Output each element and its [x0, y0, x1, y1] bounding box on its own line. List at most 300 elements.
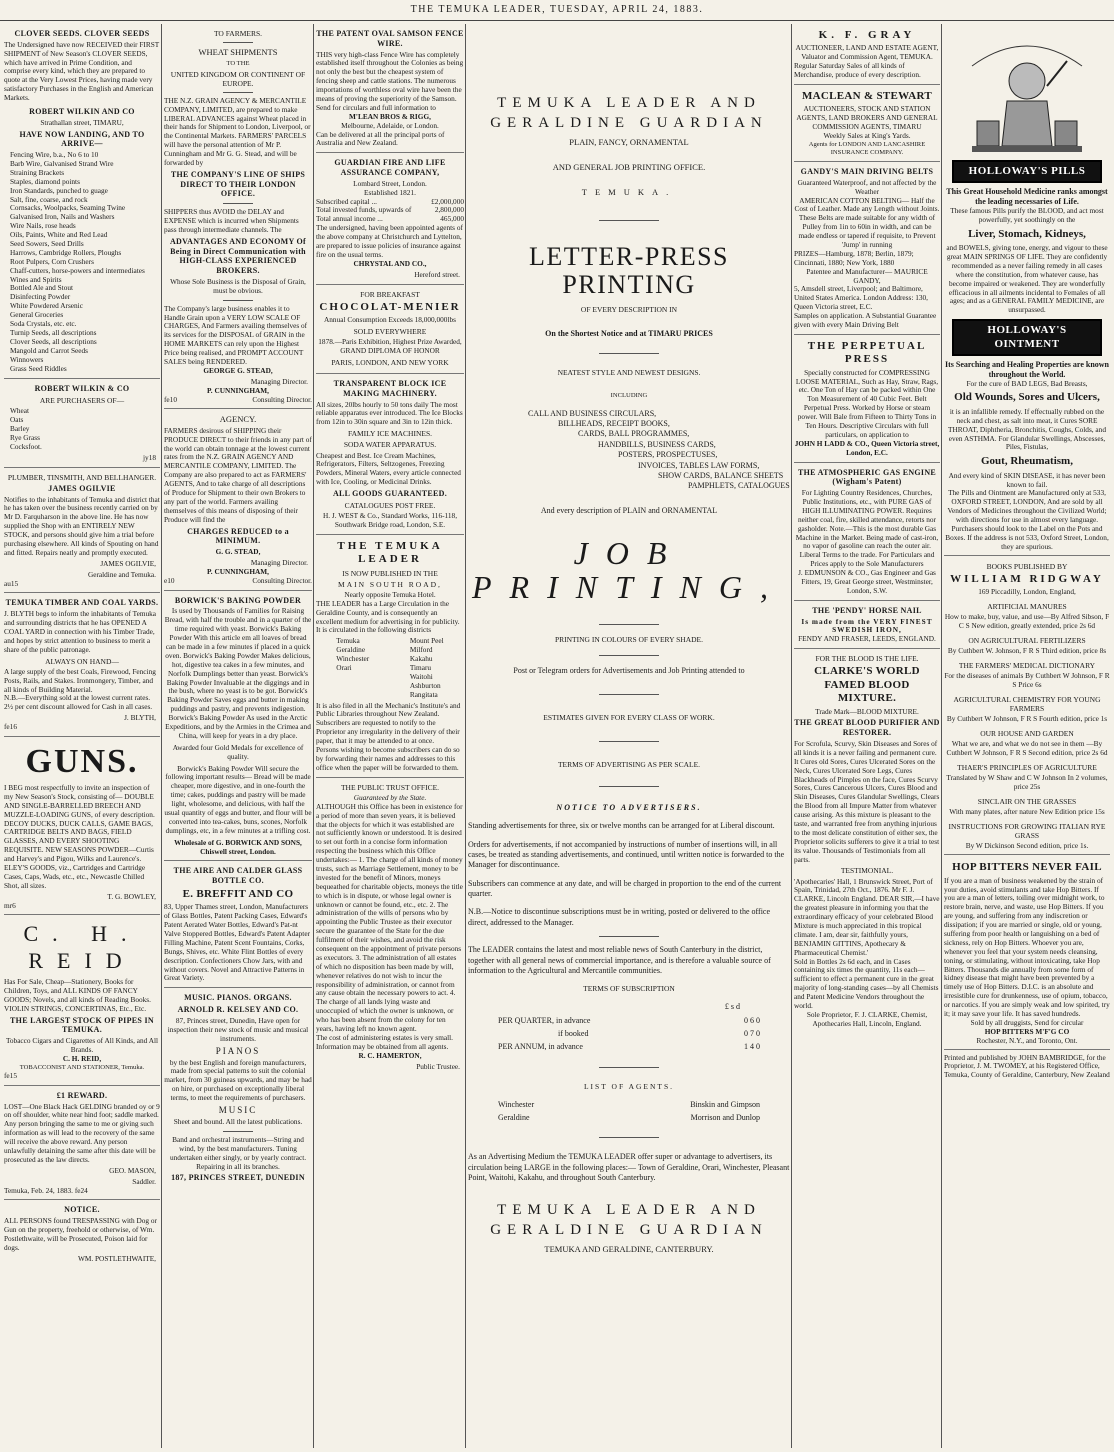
- neatest: NEATEST STYLE AND NEWEST DESIGNS.: [557, 368, 701, 378]
- wheat-to: TO THE: [226, 59, 250, 67]
- pills-tagline: This Great Household Medicine ranks amongst the leading necessaries of Life.: [946, 187, 1108, 207]
- list-item: Rangitata: [409, 689, 438, 699]
- holloway-pills-banner: HOLLOWAY'S PILLS: [952, 160, 1102, 183]
- borwick-body-2: Borwick's Baking Powder Will secure the following important results— Bread will be made cheaper, more digestive, and in one-fourth the time; cakes, puddings and pastry will be made light, wholesome, and delicious, with half the usual quantity of eggs and butter, and flour will be converted into tea-cakes, buns, scones, Norfolk dumplings, etc, in a few minutes at a trifling cost.: [164, 763, 312, 835]
- maclean-body: AUCTIONEERS, STOCK AND STATION AGENTS, LAND BROKERS AND GENERAL COMMISSION AGENTS, TIMARU: [796, 104, 938, 132]
- list-item: CARDS, BALL PROGRAMMES,: [578, 429, 690, 439]
- guardian-est: Established 1821.: [364, 187, 416, 197]
- ad-code: mr6: [4, 900, 16, 910]
- list-item: Oils, Paints, White and Red Lead: [10, 230, 108, 240]
- pills-body: and BOWELS, giving tone, energy, and vigour to these great MAIN SPRINGS OF LIFE. They are confidently recommended as a never failing remedy in all cases where the constitution, from whatever cause, has become impaired or weakened. They are wonderfully efficacious in all ailments incidental to Females of all ages; and as a GENERAL FAMILY MEDICINE, are unsurpassed.: [946, 243, 1108, 315]
- list-item: Timaru: [409, 663, 432, 672]
- table-row: [498, 1016, 760, 1026]
- estimates: ESTIMATES GIVEN FOR EVERY CLASS OF WORK.: [543, 713, 715, 723]
- reid-heading: C. H. REID: [23, 921, 141, 974]
- list-item: Bottled Ale and Stout: [10, 283, 74, 293]
- reward-date-text: Temuka, Feb. 24, 1883.: [4, 1185, 74, 1195]
- list-item: Temuka: [336, 636, 360, 646]
- clarke-sold: Sold in Bottles 2s 6d each, and in Cases containing six times the quantity, 11s each—sufficient to effect a permanent cure in the great majority of long-standing cases—by all Chemists and Patent Medicine Vendors throughout the world.: [794, 956, 939, 1011]
- row-value: Binskin and Gimpson: [690, 1099, 760, 1109]
- divider: [599, 655, 659, 656]
- paris-cities: PARIS, LONDON, AND NEW YORK: [331, 357, 449, 367]
- ice-body: All sizes, 20lbs hourly to 50 tons daily The most reliable apparatus ever introduced. The Ice Blocks from 12in to 30in square and 3in to 12in thick.: [316, 399, 463, 427]
- hop-head: HOP BITTERS NEVER FAIL: [952, 861, 1102, 874]
- ogilvie-body: Notifies to the inhabitants of Temuka and district that he has taken over the business recently carried on by Mr D. Farquharson in the above line. He has now supplied the Shop with an ENTIRELY NEW STOCK, and persons should give him a trial before purchasing elsewhere. All kinds of Spouting on hand and fitted. Repairs neatly and promptly executed.: [4, 494, 160, 557]
- trust-sub: Guaranteed by the State.: [353, 792, 427, 802]
- music-head: MUSIC. PIANOS. ORGANS.: [184, 993, 292, 1003]
- ointment-body: it is an infallible remedy. If effectually rubbed on the neck and chest, as salt into meat, it Cures SORE THROAT, Diphtheria, Bronchitis, Coughs, Colds, and even ASTHMA. For Glandular Swellings, Abscesses, Piles, Fistulas,: [948, 406, 1106, 452]
- menier-ad: [316, 285, 464, 375]
- blood-mixture-ad: [794, 649, 940, 1033]
- notice-title: NOTICE TO ADVERTISERS.: [556, 802, 702, 812]
- grain-body: THE N.Z. GRAIN AGENCY & MERCANTILE COMPANY, LIMITED, are prepared to make LIBERAL ADVANCES against Wheat placed in their hands for Shipment to London, Liverpool, or the Continental Markets. FARMERS' PARCELS will have the personal attention of Mr P. Cunningham and Mr G. G. Stead, and will be forwarded by: [164, 95, 311, 168]
- divider: [599, 220, 659, 221]
- guardian-sig2: Hereford street.: [414, 269, 460, 279]
- table-row: [498, 1029, 760, 1039]
- agency-ad: [164, 409, 312, 590]
- reid-sig2: TOBACCONIST AND STATIONER, Temuka.: [19, 1063, 145, 1071]
- row-label: PER QUARTER, in advance: [498, 1015, 591, 1025]
- leader-text: The LEADER contains the latest and most reliable news of South Canterbury in the district, together with all general news of commercial importance, and is therefore a valuable source of information to the Agricultural and Mercantile communities.: [468, 945, 771, 976]
- engine-body: For Lighting Country Residences, Churches, Public Institutions, etc., with PURE GAS of HIGH ILLUMINATING POWER. Requires neither coal, fire, skilled attendance, retorts nor gasholder. Note.—This is the most durable Gas Machine in the Market. Being made of cast-iron, no vapor of gasoline can reach the outer air. Liberal Terms to the trade. For Particulars and Prices apply to the Sole Manufacturers: [795, 488, 939, 569]
- gandy-prizes: PRIZES—Hamburg, 1878; Berlin, 1879; Cincinnati, 1880; New York, 1880: [794, 248, 914, 267]
- gas-engine-ad: [794, 463, 940, 601]
- gray-sales: Regular Saturday Sales of all kinds of Merchandise, produce of every description.: [794, 61, 921, 80]
- blyth-hand: ALWAYS ON HAND—: [45, 656, 119, 666]
- gandy-cotton: AMERICAN COTTON BELTING— Half the Cost of Leather. Made any Length without Joints.: [794, 195, 940, 214]
- list-item: Iron Standards, punched to guage: [10, 185, 108, 195]
- advantages: ADVANTAGES AND ECONOMY Of Being in Direct Communication with HIGH-CLASS EXPERIENCED BROKERS.: [169, 236, 307, 276]
- nail-head: THE 'PENDY' HORSE NAIL: [812, 605, 922, 615]
- cunningham-sig-2: P. CUNNINGHAM,: [207, 566, 269, 576]
- column-rule: [313, 24, 314, 1448]
- list-item: White Powdered Arsenic: [10, 301, 83, 311]
- ointment-skin: And every kind of SKIN DISEASE, it has never been known to fail.: [948, 470, 1106, 489]
- list-item: Wheat: [10, 406, 30, 416]
- agents-title: LIST OF AGENTS.: [583, 1081, 675, 1091]
- wilkin-addr: Strathallan street, TIMARU,: [40, 117, 124, 127]
- guns-sig: T. G. BOWLEY,: [107, 891, 156, 901]
- list-item: Clover Seeds, all descriptions: [10, 336, 97, 346]
- mechanics: It is also filed in all the Mechanic's Institute's and Public Libraries throughout New Zealand.: [316, 700, 461, 719]
- testimonial: 'Apothecaries' Hall, 1 Brunswick Street, Port of Spain, Trinidad, 27th Oct., 1876. Mr F. J. CLARKE, Lincoln England. DEAR SIR,—I have the greatest pleasure in informing you that the extraordinary efficacy of your celebrated Blood Mixture is much appreciated in this tropical climate. I am, dear sir, faithfully yours, BENJAMIN GITTINS, Apothecary & Pharmaceutical Chemist.': [794, 876, 940, 957]
- row-label: PER ANNUM, in advance: [498, 1042, 583, 1052]
- book-desc: How to make, buy, value, and use—By Alfred Sibson, F C S New edition, greatly extended, price 2s 6d: [944, 612, 1110, 631]
- list-item: Ashburton: [409, 680, 441, 690]
- clarke-name: CLARKE'S WORLD FAMED BLOOD MIXTURE.: [814, 665, 920, 705]
- list-item: Wire Nails, rose heads: [10, 221, 76, 231]
- samson-body: THIS very high-class Fence Wire has completely established itself throughout the Colonies as being not only the best but the cheapest system of fencing sheep and cattle stations. The numerous importations of worthless oval wire have been the means of proving the superiority of the Samson. Send for circulars and full information to: [316, 49, 464, 112]
- office-sub: PLAIN, FANCY, ORNAMENTAL: [569, 137, 689, 147]
- blyth-body: J. BLYTH begs to inform the inhabitants of Temuka and surrounding districts that he has OPENED A COAL YARD in connection with his Timber Trade, and hopes by strict attention to business to merit a share of the public patronage.: [4, 609, 157, 654]
- perpetual-body: Specially constructed for COMPRESSING LOOSE MATERIAL, Such as Hay, Straw, Rags, etc. One Ton of Hay can be packed within One Ton Measurement of 40 Cubic Feet. Belt Perpetual Press. Worked by Horse or steam power. Will Bale from Fifteen to Thirty Tons in Ten Hours. Descriptive Circulars with full particulars, on application to: [795, 367, 939, 439]
- wilkin2-items: [10, 407, 160, 451]
- list-item: Chaff-cutters, horse-powers and intermediates: [10, 265, 145, 275]
- office-sub-2: AND GENERAL JOB PRINTING OFFICE.: [552, 162, 706, 173]
- list-item: Harrows, Cambridge Rollers, Ploughs: [10, 247, 122, 257]
- reid-tobacco: Tobacco Cigars and Cigarettes of All Kinds, and All Brands.: [5, 1036, 159, 1055]
- subscription-header: £ s d: [724, 1002, 740, 1012]
- hop-sig: HOP BITTERS M'F'G CO: [984, 1026, 1070, 1036]
- row-value: 2,800,000: [434, 205, 464, 215]
- borwick-medals: Awarded four Gold Medals for excellence of quality.: [172, 742, 304, 761]
- terms: TERMS OF ADVERTISING AS PER SCALE.: [557, 760, 701, 769]
- book-title: THE FARMERS' MEDICAL DICTIONARY: [958, 661, 1096, 671]
- farmers-heading: TO FARMERS.: [213, 29, 263, 38]
- wilkin-head: HAVE NOW LANDING, AND TO ARRIVE—: [19, 129, 145, 149]
- trust-body: ALTHOUGH this Office has been in existence for a period of more than seven years, it is believed that the objects for which it was established are not sufficiently known or understood. It is desired to set out forth in a concise form information respecting the business which this Office undertakes:— 1. The charge of all kinds of money trusts, such as Marriage Settlement, money to be invested for the benefit of Minors, moneys bequeathed for charitable objects, moneys the title to which is in dispute, or whose legal owner is unknown or cannot be found, etc., etc. 2. The administration of the wills of persons who by appointing the Public Trustee as their executor secure the guarantee of the State for the due fulfilment of their wishes, and avoid the risk consequent on the appointment of private persons as executors. 3. The administration of all estates of which no disposition has been made by will, whenever relatives do not wish to incur the responsibility of administration, or cannot from any cause obtain the necessary powers to act. 4. The charge of all lands lying waste and unoccupied of which the owner is unknown, or who has been absent from the colony for ten years, having left no known agent.: [316, 801, 463, 1033]
- books-head: BOOKS PUBLISHED BY: [986, 561, 1068, 571]
- book-title: OUR HOUSE AND GARDEN: [980, 729, 1074, 739]
- notice-2: Orders for advertisements, if not accompanied by instructions of number of insertions will, in all cases, be treated as standing advertisements, and continued, until written notice is forwarded to the Manager for discontinuance.: [468, 839, 785, 870]
- colours: PRINTING IN COLOURS OF EVERY SHADE.: [554, 635, 704, 645]
- hop-addr: Rochester, N.Y., and Toronto, Ont.: [944, 1037, 1110, 1050]
- guns-heading: GUNS.: [25, 743, 139, 780]
- guardian-head: GUARDIAN FIRE AND LIFE ASSURANCE COMPANY,: [334, 158, 446, 178]
- guns-ad: [4, 737, 160, 915]
- pills-organs: Liver, Stomach, Kidneys,: [968, 227, 1086, 240]
- ointment-gout: Gout, Rheumatism,: [981, 455, 1073, 468]
- ointment-purchasers: Purchasers should look to the Label on the Pots and Boxes. If the address is not 533, Oxford Street, London, they are spurious.: [944, 525, 1110, 556]
- samson-wire-ad: [316, 24, 464, 153]
- post-orders: Post or Telegram orders for Advertisements and Job Printing attended to: [513, 665, 745, 675]
- cunningham-role: Consulting Director.: [252, 394, 312, 404]
- perpetual-press-ad: [794, 335, 940, 463]
- list-item: Winchester: [336, 654, 370, 664]
- wilkin2-head: ARE PURCHASERS OF—: [39, 396, 125, 406]
- list-item: Barb Wire, Galvanised Strand Wire: [10, 159, 114, 169]
- notice-head: NOTICE.: [64, 1205, 100, 1215]
- company-text: The Company's large business enables it to Handle Grain upon a VERY LOW SCALE OF CHARGES, And Farmers availing themselves of its services for the DISPOSAL of GRAIN in the HOME MARKETS can rely upon the Highest Price being realised, and PROMPT ACCOUNT SALES being RENDERED.: [164, 303, 308, 366]
- reward-sig: GEO. MASON,: [109, 1165, 156, 1175]
- every-plain: And every description of PLAIN and ORNAMENTAL: [540, 505, 718, 515]
- gandy-patentee: Patentee and Manufacturer— MAURICE GANDY,: [806, 266, 928, 285]
- ointment-wounds: Old Wounds, Sores and Ulcers,: [954, 391, 1100, 404]
- book-title: INSTRUCTIONS FOR GROWING ITALIAN RYE GRASS: [948, 822, 1106, 841]
- gray-body: AUCTIONEER, LAND AND ESTATE AGENT, Valuator and Commission Agent, TEMUKA.: [795, 43, 939, 62]
- book-desc: Translated by W Shaw and C W Johnson In 2 volumes, price 25s: [946, 773, 1108, 792]
- holloway-emblem-icon: [952, 26, 1102, 156]
- guaranteed: ALL GOODS GUARANTEED.: [332, 489, 448, 499]
- shortest-notice: On the Shortest Notice and at TIMARU PRICES: [545, 328, 713, 338]
- guardian-table: [316, 198, 464, 225]
- list-item: Waitohi: [409, 671, 433, 681]
- agency-heading: AGENCY.: [219, 414, 257, 425]
- pianos-heading: PIANOS: [215, 1045, 261, 1056]
- clarke-trademark: Trade Mark—BLOOD MIXTURE.: [815, 706, 919, 716]
- nail-sig: FENDY AND FRASER, LEEDS, ENGLAND.: [798, 634, 936, 644]
- ad-code: fe24: [74, 1185, 88, 1195]
- music-body: Sheet and bound. All the latest publications.: [173, 1116, 303, 1126]
- towns-right: [410, 637, 444, 699]
- stead-sig-2: G. G. STEAD,: [215, 547, 261, 557]
- list-item: Milford: [409, 645, 433, 655]
- list-item: Barley: [10, 424, 30, 434]
- row-label: Winchester: [498, 1099, 535, 1109]
- perpetual-head: THE PERPETUAL PRESS: [807, 339, 927, 366]
- book-desc: For the diseases of animals By Cuthbert W Johnson, F R S Price 6s: [944, 671, 1110, 690]
- column-3: [316, 24, 464, 1448]
- persons: Persons wishing to become subscribers can do so by forwarding their names and addresses to this office when the paper will be forwarded to them.: [316, 745, 460, 772]
- wheat-dest: UNITED KINGDOM OR CONTINENT OF EUROPE.: [170, 69, 306, 88]
- ridgway-addr: 169 Piccadilly, London, England,: [978, 587, 1076, 597]
- ointment-made: The Pills and Ointment are Manufactured only at 533, OXFORD STREET, LONDON, And are sold by all Vendors of Medicines throughout the Civilized World; with directions for use in almost every language.: [947, 488, 1107, 525]
- sold-everywhere: SOLD EVERYWHERE: [353, 327, 427, 337]
- maclean-sales: Weekly Sales at King's Yards.: [823, 131, 911, 141]
- grain-line: THE COMPANY'S LINE OF SHIPS DIRECT TO THEIR LONDON OFFICE.: [170, 169, 306, 199]
- row-value: Morrison and Dunlop: [690, 1112, 760, 1122]
- row-value: 0 6 0: [744, 1015, 760, 1025]
- ad-code: jy18: [143, 452, 156, 462]
- gandy-ad: [794, 162, 940, 335]
- column-1: [4, 24, 160, 1448]
- trust-cost: The cost of administering estates is very small. Information may be obtained from all agents.: [316, 1032, 453, 1051]
- wheat-heading: WHEAT SHIPMENTS: [198, 47, 278, 58]
- notice-4: N.B.—Notice to discontinue subscriptions must be in writing, posted or delivered to the office direct, addressed to the Manager.: [468, 907, 771, 927]
- cunningham-row: [164, 396, 312, 405]
- cunningham-sig: P. CUNNINGHAM,: [207, 385, 269, 395]
- wilkin2-name: ROBERT WILKIN & CO: [34, 384, 130, 394]
- clarke-body: For Scrofula, Scurvy, Skin Diseases and Sores of all kinds it is a never failing and permanent cure. It Cures old Sores, Cures Ulcerated Sores on the Neck, Cures Ulcerated Sore Legs, Cures Blackheads of Pimples on the face, Cures Scurvy Sores, Cures Cancerous Ulcers, Cures Blood and Skin Diseases, Cures Glandular Swellings, Clears the Blood from all Impure Matter from whatever cause arising. As this mixture is pleasant to the taste, and warranted free from anything injurious to the most delicate constitution of either sex, the Proprietor solicits sufferers to give it a trial to test its value. Thousands of Testimonials from all parts.: [794, 738, 940, 864]
- ad-code: fe10: [164, 394, 177, 404]
- reid-sig: C. H. REID,: [62, 1053, 102, 1063]
- list-item: Cornsacks, Woolpacks, Seaming Twine: [10, 203, 126, 213]
- ridgway-name: WILLIAM RIDGWAY: [950, 572, 1104, 585]
- glass-bottle-ad: [164, 861, 312, 988]
- grain-agency-ad: [164, 24, 312, 409]
- divider: [599, 353, 659, 354]
- ointment-tagline: Its Searching and Healing Properties are known throughout the World.: [944, 360, 1109, 379]
- notice-3: Subscribers can commence at any date, and will be charged in proportion to the end of the current quarter.: [468, 878, 782, 899]
- divider: [223, 92, 253, 93]
- reward-sig2: Saddler.: [132, 1176, 156, 1186]
- row-value: £2,000,000: [431, 196, 464, 206]
- ogilvie-head: PLUMBER, TINSMITH, AND BELLHANGER.: [7, 472, 157, 482]
- book-desc: By Cuthbert W. Johnson, F R S Third edition, price 8s: [947, 646, 1107, 656]
- list-item: Mangold and Carrot Seeds: [10, 345, 89, 355]
- reward-body: LOST—One Black Hack GELDING branded oy or 9 on off shoulder, white near hind foot; saddle marked. Any person bringing the same to me or giving such information as will lead to the recovery of the same will receive the above reward. Any person unlawfully detaining the same after this date will be prosecuted as the law directs.: [4, 1101, 160, 1164]
- column-4: [468, 24, 790, 1448]
- list-item: Wines and Spirits: [10, 274, 62, 284]
- borwick-ad: [164, 591, 312, 862]
- row-label: Total annual income ...: [316, 214, 383, 224]
- list-item: Geraldine: [336, 645, 366, 655]
- reward-ad: [4, 1086, 160, 1201]
- subscribers: Subscribers are requested to notify to the Proprietor any irregularity in the delivery of their paper, that it may be attended to at once.: [316, 718, 460, 746]
- book-desc: What we are, and what we do not see in them —By Cuthbert W Johnson, F R S Second edition, price 2s 6d: [946, 739, 1108, 758]
- clover-seeds-ad: [4, 24, 160, 379]
- menier-consumption: Annual Consumption Exceeds 18,000,000lbs: [324, 315, 456, 325]
- list-item: Orari: [336, 663, 352, 672]
- medium-text: As an Advertising Medium the TEMUKA LEADER offer super or advantage to advertisers, its circulation being LARGE in the following places:— Town of Geraldine, Orari, Winchester, Pleasant Point, Waitohi, Kakahu, and throughout South Canterbury.: [468, 1152, 790, 1183]
- circulation: It is circulated in the following districts: [316, 625, 432, 635]
- trust-sig2: Public Trustee.: [416, 1061, 460, 1071]
- table-row: [498, 1042, 760, 1052]
- printing-items: [528, 409, 790, 492]
- list-item: Seed Sowers, Seed Drills: [10, 239, 84, 249]
- divider: [599, 741, 659, 742]
- clarke-sig: Sole Proprietor, F. J. CLARKE, Chemist, Apothecaries Hall, Lincoln, England.: [806, 1009, 928, 1028]
- leader-opp: Nearly opposite Temuka Hotel.: [344, 589, 436, 599]
- row-value: 1 4 0: [744, 1042, 760, 1052]
- printing-office-heading: TEMUKA LEADER AND GERALDINE GUARDIAN: [490, 95, 768, 131]
- music-heading-2: MUSIC: [218, 1104, 258, 1115]
- row-value: 0 7 0: [744, 1028, 760, 1038]
- list-item: Oats: [10, 415, 24, 425]
- column-6: [944, 24, 1110, 1448]
- clarke-purifier: THE GREAT BLOOD PURIFIER AND RESTORER.: [794, 718, 940, 738]
- divider: [599, 786, 659, 787]
- office-place: TEMUKA.: [581, 187, 677, 198]
- guardian-ad: [316, 153, 464, 284]
- column-rule: [465, 24, 466, 1448]
- book-desc: By Cuthbert W Johnson, F R S Fourth edition, price 1s: [946, 714, 1108, 724]
- stead-role: Managing Director.: [250, 376, 308, 386]
- letterpress-heading: LETTER-PRESS PRINTING: [528, 242, 729, 300]
- list-item: Fencing Wire, b.a., No 6 to 10: [10, 150, 99, 160]
- guardian-addr: Lombard Street, London.: [353, 178, 427, 188]
- notice-body: ALL PERSONS found TRESPASSING with Dog or Gun on the property, freehold or otherwise, of Wm. Postlethwaite, will be Prosecuted, Poison laid for dogs.: [4, 1216, 157, 1252]
- clover-title: CLOVER SEEDS. CLOVER SEEDS: [14, 29, 150, 38]
- towns-left: [336, 637, 369, 699]
- catalogues: CATALOGUES POST FREE.: [344, 500, 436, 510]
- imprint: Printed and published by JOHN BAMBRIDGE, for the Proprietor, J. M. TWOMEY, at his Registered Office, Temuka, County of Geraldine, Canterbury, New Zealand: [944, 1052, 1110, 1080]
- borwick-title: BORWICK'S BAKING POWDER: [174, 595, 302, 605]
- samson-note: Can be delivered at all the principal ports of Australia and New Zealand.: [316, 129, 445, 148]
- blyth-head: TEMUKA TIMBER AND COAL YARDS.: [5, 598, 159, 608]
- engine-head: THE ATMOSPHERIC GAS ENGINE (Wigham's Patent): [797, 467, 937, 487]
- gandy-samples: Samples on application. A Substantial Guarantee given with every Main Driving Belt: [794, 311, 937, 329]
- blood-head: FOR THE BLOOD IS THE LIFE.: [815, 654, 919, 664]
- book-desc: By W Dickinson Second edition, price 1s.: [944, 842, 1110, 855]
- blyth-nb: N.B.—Everything sold at the lowest current rates. 2½ per cent discount allowed for Cash in all cases.: [4, 693, 153, 712]
- kelsey-body: 87, Princes street, Dunedin, Have open for inspection their new stock of music and musical instruments.: [167, 1015, 309, 1043]
- nail-body: Is made from the VERY FINEST SWEDISH IRON,: [801, 616, 933, 635]
- column-rule: [941, 24, 942, 1448]
- cunningham-row-2: [164, 577, 312, 586]
- stead-sig: GEORGE G. STEAD,: [203, 365, 273, 375]
- gray-ad: [794, 24, 940, 85]
- agency-body: FARMERS desirous of SHIPPING their PRODUCE DIRECT to their friends in any part of the world can obtain tonnage at the lowest current rates from the N.Z. GRAIN AGENCY AND MERCANTILE COMPANY, LIMITED. The Company are also prepared to act as FARMERS' AGENTS, And to take charge of all descriptions of Produce for Shipment to their own Brokers to any part of the world. Farmers availing themselves of this means of disposing of their Produce will find the: [164, 425, 312, 524]
- list-item: Disinfecting Powder: [10, 292, 71, 302]
- kelsey-name: ARNOLD R. KELSEY AND CO.: [177, 1005, 299, 1015]
- list-item: Straining Brackets: [10, 167, 65, 177]
- book-desc: With many plates, after nature New Edition price 15s: [949, 807, 1105, 817]
- ad-code: au15: [4, 578, 19, 588]
- book-title: ARTIFICIAL MANURES: [987, 602, 1067, 612]
- reid-body: Has For Sale, Cheap—Stationery, Books for Children, Toys, and ALL KINDS OF FANCY GOODS; Novels, and all kinds of Reading Books. VIOLIN STRINGS, CONCERTINAS, Etc., Etc.: [4, 977, 151, 1013]
- gandy-body: Guaranteed Waterproof, and not affected by the Weather: [797, 177, 937, 196]
- hop-body: If you are a man of business weakened by the strain of your duties, avoid stimulants and take Hop Bitters. If you are a man of letters, toiling over midnight work, to restore brain, nerve, and waste, use Hop Bitters. If you are young, and suffering from any indiscretion or dissipation; if you are married or single, old or young, suffering from poor health or languishing on a bed of sickness, rely on Hop Bitters. Whoever you are, whenever you feel that your system needs cleansing, toning, or stimulating, without intoxicating, take Hop Bitters. Thousands die annually from some form of kidney disease that might have been prevented by a timely use of Hop Bitters. D.I.C. is an absolute and irresistible cure for drunkenness, use of opium, tobacco, or narcotics. If you are simply weak and low spirited, try it; it may save your life. It has saved hundreds.: [944, 875, 1110, 1018]
- reward-head: £1 REWARD.: [56, 1090, 108, 1100]
- aire-head: THE AIRE AND CALDER GLASS BOTTLE CO.: [173, 866, 303, 886]
- leader-head: THE TEMUKA LEADER: [337, 539, 443, 566]
- paris-award: 1878.—Paris Exhibition, Highest Prize Awarded, GRAND DIPLOMA OF HONOR: [318, 337, 462, 356]
- row-value: 465,000: [440, 214, 464, 224]
- west-addr: H. J. WEST & Co., Standard Works, 116-118, Southwark Bridge road, London, S.E.: [322, 511, 458, 529]
- clover-body: The Undersigned have now RECEIVED their FIRST SHIPMENT of New Season's CLOVER SEEDS, which have arrived in Prime Condition, and comprise every kind, which they are prepared to quote at the Very Lowest Prices, having made very satisfactory Purchases in the English and American Markets.: [4, 39, 160, 103]
- wilkin-name: ROBERT WILKIN AND CO: [29, 106, 135, 116]
- family-ice: FAMILY ICE MACHINES.: [347, 429, 433, 439]
- notice-1: Standing advertisements for three, six or twelve months can be arranged for at Liberal discount.: [468, 821, 775, 831]
- samson-addr: Melbourne, Adelaide, or London.: [341, 120, 439, 130]
- wilkin-items: [10, 151, 160, 373]
- shippers-text: SHIPPERS thus AVOID the DELAY and EXPENSE which is incurred when Shipments pass through intermediate channels. The: [164, 207, 299, 234]
- divider: [223, 42, 253, 43]
- row-label: if booked: [558, 1028, 589, 1038]
- public-trust-ad: [316, 778, 464, 1076]
- trust-sig: R. C. HAMERTON,: [358, 1050, 422, 1060]
- book-title: AGRICULTURAL CHEMISTRY FOR YOUNG FARMERS: [953, 695, 1101, 714]
- job-printing-heading: JOB PRINTING,: [472, 535, 786, 606]
- list-item: BILLHEADS, RECEIPT BOOKS,: [558, 418, 670, 428]
- book-title: THAER'S PRINCIPLES OF AGRICULTURE: [957, 763, 1097, 773]
- gray-name: K. F. GRAY: [818, 29, 916, 41]
- ogilvie-name: JAMES OGILVIE: [48, 483, 116, 493]
- guardian-sig: CHRYSTAL AND CO.,: [353, 258, 427, 268]
- samson-sig: M'LEAN BROS & RIGG,: [349, 111, 431, 121]
- menier-name: CHOCOLAT-MENIER: [319, 300, 461, 313]
- ice-machine-ad: [316, 374, 464, 535]
- charges: CHARGES REDUCED to a MINIMUM.: [187, 526, 289, 546]
- list-item: Winnowers: [10, 354, 44, 364]
- pianos-body: by the best English and foreign manufacturers, made from special patterns to suit the colonial market, from 30 guineas upwards, and may be had on hire, or purchased on exceptionally liberal terms, to meet the requirements of purchasers.: [164, 1057, 312, 1103]
- leader-body: THE LEADER has a Large Circulation in the Geraldine County, and is consequently an excellent medium for advertising in for publicity.: [316, 598, 460, 626]
- ad-code: fe15: [4, 1070, 17, 1080]
- ointment-for: For the cure of BAD LEGS, Bad Breasts,: [966, 378, 1088, 388]
- wilkin-purchasers-ad: [4, 379, 160, 467]
- list-item: Root Pulpers, Corn Crushers: [10, 256, 94, 266]
- footer-heading: TEMUKA LEADER AND GERALDINE GUARDIAN: [490, 1202, 768, 1238]
- divider: [599, 1067, 659, 1068]
- gandy-head: GANDY'S MAIN DRIVING BELTS: [800, 167, 934, 176]
- maclean-name: MACLEAN & STEWART: [801, 89, 932, 102]
- blyth-sig: J. BLYTH,: [124, 713, 156, 723]
- row-label: Geraldine: [498, 1112, 530, 1122]
- testimonial-head: TESTIMONIAL.: [840, 866, 894, 876]
- holloway-ointment-banner: HOLLOWAY'S OINTMENT: [952, 319, 1102, 356]
- gandy-addr: 5, Amsdell street, Liverpool; and Baltimore, United States America. London Address: 130, Queen Victoria street, E.C.: [794, 284, 928, 312]
- blyth-ad: [4, 593, 160, 737]
- list-item: Staples, diamond points: [10, 176, 80, 186]
- column-5: [794, 24, 940, 1448]
- list-item: Mount Peel: [409, 636, 444, 646]
- cunningham-role-2: Consulting Director.: [252, 575, 312, 585]
- borwick-body: Is used by Thousands of Families for Raising Bread, with half the trouble and in a quarter of the time required with yeast. Borwick's Baking Powder With this article em all loaves of bread can be made in a few minutes if placed in a quick oven. Borwick's Baking Powder Makes delicious, hot, digestive tea cakes in a few minutes, and Norfolk Dumplings better than yeast. Borwick's Baking Powder Invaluable at the diggings and in the bush, where no yeast is to be got. Borwick's Baking Powder Saves eggs and butter in making puddings and pastry, and prevents indigestion. Borwick's Baking Powder As used in the Arctic Expeditions, and by the Armies in the Crimea and China, will keep for years in a dry place.: [164, 606, 312, 740]
- list-item: CALL AND BUSINESS CIRCULARS,: [528, 408, 657, 418]
- column-2: [164, 24, 312, 1448]
- table-row: [498, 1113, 760, 1123]
- horse-nail-ad: [794, 601, 940, 649]
- princes-street: 187, PRINCES STREET, DUNEDIN: [171, 1173, 305, 1183]
- guardian-body: The undersigned, having been appointed agents of the above company at Christchurch and Lyttelton, are prepared to issue policies of insurance against fire on the usual terms.: [316, 223, 463, 259]
- ad-code: e10: [164, 575, 175, 585]
- list-item: HANDBILLS, BUSINESS CARDS,: [598, 439, 716, 449]
- subscription-title: TERMS OF SUBSCRIPTION: [583, 984, 675, 994]
- including: INCLUDING: [610, 392, 648, 400]
- ogilvie-sig2: Geraldine and Temuka.: [87, 569, 156, 579]
- list-item: POSTERS, PROSPECTUSES,: [618, 450, 718, 460]
- leader-pub: IS NOW PUBLISHED IN THE: [342, 568, 438, 578]
- guns-body: I BEG most respectfully to invite an inspection of my New Season's Stock, consisting of— DOUBLE AND SINGLE-BARRELLED BREECH AND MUZZLE-LOADING GUNS, of every description. DECOY DUCKS, DUCK CALLS, GAME BAGS, CARTRIDGE BELTS AND BAGS, FIELD GLASSES, AND EVERY SHOOTING REQUISITE. NEW SEASONS POWDER—Curtis and Harvey's and Pigou, Wilks and Laurence's. ELEY'S GOODS, viz., Cartridges and Cartridge Cases, Caps, Wads, etc., etc., Newcastle Chilled Shot, all sizes.: [4, 783, 155, 890]
- towns-table: [316, 637, 464, 699]
- list-item: Salt, fine, coarse, and rock: [10, 194, 88, 204]
- list-item: Turnip Seeds, all descriptions: [10, 327, 97, 337]
- leader-notice-ad: [316, 535, 464, 778]
- trust-head: THE PUBLIC TRUST OFFICE.: [340, 782, 440, 792]
- column-rule: [791, 24, 792, 1448]
- maclean-ad: [794, 85, 940, 162]
